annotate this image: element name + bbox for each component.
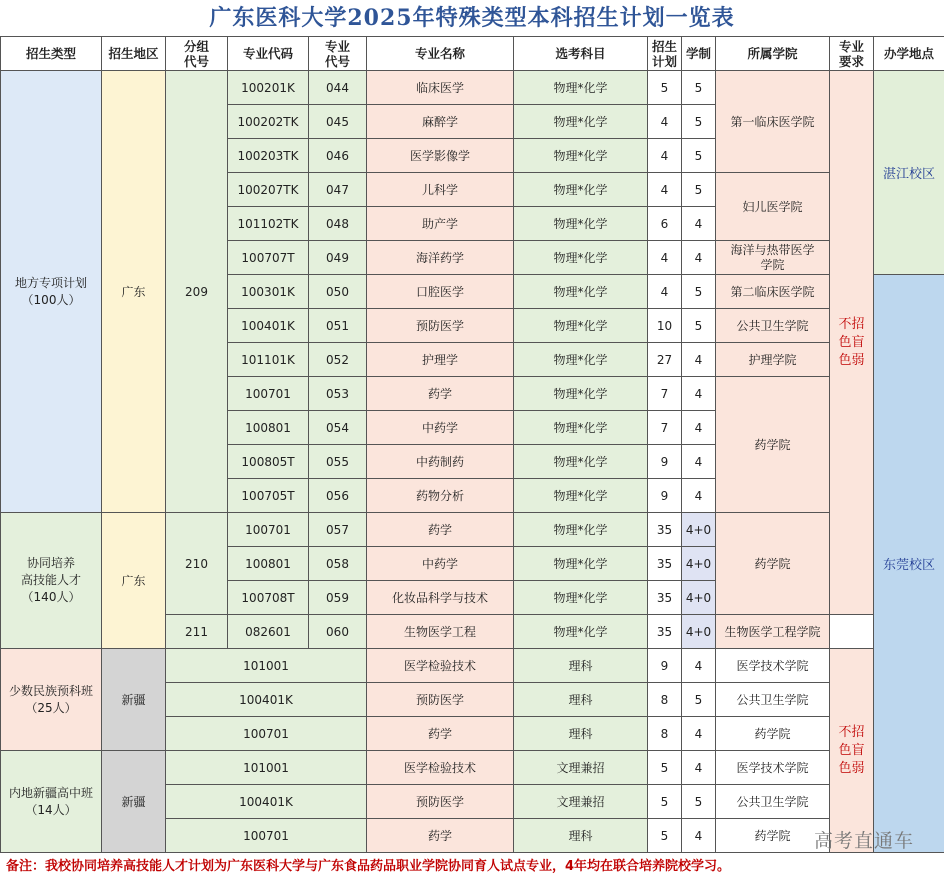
subjects: 物理*化学 (514, 377, 648, 411)
section-region: 广东 (102, 71, 166, 513)
years: 5 (682, 785, 716, 819)
plan: 9 (648, 649, 682, 683)
years: 5 (682, 105, 716, 139)
subjects: 物理*化学 (514, 309, 648, 343)
header-campus: 办学地点 (874, 37, 944, 71)
header-years: 学制 (682, 37, 716, 71)
major-code: 100705T (228, 479, 309, 513)
section-group: 209 (166, 71, 228, 513)
years: 5 (682, 309, 716, 343)
major-code: 100401K (166, 683, 367, 717)
major-code: 100805T (228, 445, 309, 479)
major-name: 预防医学 (367, 309, 514, 343)
major-code: 101101K (228, 343, 309, 377)
major-code: 100701 (166, 717, 367, 751)
prof-code: 049 (309, 241, 367, 275)
plan: 7 (648, 411, 682, 445)
years: 4+0 (682, 581, 716, 615)
major-name: 化妆品科学与技术 (367, 581, 514, 615)
watermark: 高考直通车 (813, 830, 914, 852)
major-code: 082601 (228, 615, 309, 649)
header-subjects: 选考科目 (514, 37, 648, 71)
plan: 5 (648, 819, 682, 853)
section-type-xinjiang: 内地新疆高中班 （14人） (1, 751, 102, 853)
college: 公共卫生学院 (716, 785, 830, 819)
campus-dongguan: 东莞校区 (874, 275, 944, 853)
header-region: 招生地区 (102, 37, 166, 71)
major-name: 临床医学 (367, 71, 514, 105)
years: 4 (682, 343, 716, 377)
plan: 5 (648, 71, 682, 105)
college: 药学院 (716, 377, 830, 513)
major-name: 助产学 (367, 207, 514, 241)
plan: 7 (648, 377, 682, 411)
subjects: 物理*化学 (514, 241, 648, 275)
major-code: 100708T (228, 581, 309, 615)
header-group: 分组 代号 (166, 37, 228, 71)
major-code: 100203TK (228, 139, 309, 173)
subjects: 物理*化学 (514, 615, 648, 649)
major-name: 麻醉学 (367, 105, 514, 139)
prof-code: 059 (309, 581, 367, 615)
plan: 35 (648, 615, 682, 649)
major-name: 药学 (367, 513, 514, 547)
subjects: 物理*化学 (514, 343, 648, 377)
subjects: 理科 (514, 683, 648, 717)
college: 公共卫生学院 (716, 309, 830, 343)
section-group-2: 211 (166, 615, 228, 649)
years: 4 (682, 717, 716, 751)
plan: 8 (648, 717, 682, 751)
subjects: 物理*化学 (514, 411, 648, 445)
years: 5 (682, 71, 716, 105)
prof-code: 048 (309, 207, 367, 241)
table-row (1, 513, 944, 547)
prof-code: 055 (309, 445, 367, 479)
major-name: 预防医学 (367, 683, 514, 717)
years: 4 (682, 445, 716, 479)
major-code: 100401K (228, 309, 309, 343)
years: 4 (682, 819, 716, 853)
subjects: 物理*化学 (514, 139, 648, 173)
section-group: 210 (166, 513, 228, 615)
prof-code: 045 (309, 105, 367, 139)
years: 5 (682, 275, 716, 309)
major-name: 医学检验技术 (367, 649, 514, 683)
years: 5 (682, 139, 716, 173)
subjects: 物理*化学 (514, 71, 648, 105)
prof-code: 057 (309, 513, 367, 547)
major-code: 100701 (228, 513, 309, 547)
years: 4 (682, 479, 716, 513)
plan: 4 (648, 241, 682, 275)
years: 4 (682, 751, 716, 785)
major-name: 医学影像学 (367, 139, 514, 173)
major-code: 100202TK (228, 105, 309, 139)
subjects: 物理*化学 (514, 547, 648, 581)
header-row (1, 37, 944, 71)
major-name: 药学 (367, 717, 514, 751)
header-req: 专业 要求 (830, 37, 874, 71)
prof-code: 044 (309, 71, 367, 105)
major-code: 100401K (166, 785, 367, 819)
plan: 8 (648, 683, 682, 717)
campus-zhanjiang: 湛江校区 (874, 71, 944, 275)
plan: 5 (648, 785, 682, 819)
major-code: 101102TK (228, 207, 309, 241)
plan: 35 (648, 513, 682, 547)
years: 4+0 (682, 547, 716, 581)
section-type-local: 地方专项计划 （100人） (1, 71, 102, 513)
years: 4+0 (682, 513, 716, 547)
college: 第一临床医学院 (716, 71, 830, 173)
section-region: 新疆 (102, 649, 166, 751)
college: 医学技术学院 (716, 649, 830, 683)
years: 4 (682, 241, 716, 275)
header-prof-code: 专业 代号 (309, 37, 367, 71)
subjects: 物理*化学 (514, 581, 648, 615)
subjects: 理科 (514, 717, 648, 751)
prof-code: 052 (309, 343, 367, 377)
plan: 4 (648, 173, 682, 207)
subjects: 物理*化学 (514, 479, 648, 513)
plan: 35 (648, 581, 682, 615)
years: 4 (682, 411, 716, 445)
major-name: 中药学 (367, 547, 514, 581)
subjects: 物理*化学 (514, 275, 648, 309)
footnote: 备注：我校协同培养高技能人才计划为广东医科大学与广东食品药品职业学院协同育人试点专业，4年均在联合培养院校学习。 (6, 859, 731, 874)
prof-code: 053 (309, 377, 367, 411)
college: 医学技术学院 (716, 751, 830, 785)
plan: 6 (648, 207, 682, 241)
header-college: 所属学院 (716, 37, 830, 71)
prof-code: 054 (309, 411, 367, 445)
subjects: 物理*化学 (514, 445, 648, 479)
major-code: 100207TK (228, 173, 309, 207)
subjects: 物理*化学 (514, 513, 648, 547)
college: 药学院 (716, 513, 830, 615)
major-code: 100801 (228, 411, 309, 445)
major-name: 药物分析 (367, 479, 514, 513)
header-type: 招生类型 (1, 37, 102, 71)
prof-code: 050 (309, 275, 367, 309)
section-region: 广东 (102, 513, 166, 649)
college: 第二临床医学院 (716, 275, 830, 309)
section-type-prep: 少数民族预科班 （25人） (1, 649, 102, 751)
prof-code: 058 (309, 547, 367, 581)
header-name: 专业名称 (367, 37, 514, 71)
plan: 9 (648, 445, 682, 479)
subjects: 文理兼招 (514, 751, 648, 785)
major-code: 100301K (228, 275, 309, 309)
prof-code: 046 (309, 139, 367, 173)
college: 妇儿医学院 (716, 173, 830, 241)
college: 药学院 (716, 819, 830, 853)
prof-code: 047 (309, 173, 367, 207)
prof-code: 060 (309, 615, 367, 649)
table-row (1, 71, 944, 105)
major-name: 护理学 (367, 343, 514, 377)
major-name: 医学检验技术 (367, 751, 514, 785)
subjects: 理科 (514, 649, 648, 683)
subjects: 物理*化学 (514, 207, 648, 241)
years: 4+0 (682, 615, 716, 649)
college: 药学院 (716, 717, 830, 751)
major-code: 101001 (166, 649, 367, 683)
enrollment-table (0, 36, 944, 853)
major-name: 药学 (367, 377, 514, 411)
page-title: 广东医科大学2025年特殊类型本科招生计划一览表 (209, 5, 735, 31)
major-name: 儿科学 (367, 173, 514, 207)
college: 生物医学工程学院 (716, 615, 830, 649)
plan: 4 (648, 275, 682, 309)
major-name: 中药学 (367, 411, 514, 445)
header-plan: 招生 计划 (648, 37, 682, 71)
requirement: 不招 色盲 色弱 (830, 649, 874, 853)
subjects: 物理*化学 (514, 105, 648, 139)
college: 海洋与热带医学 学院 (716, 241, 830, 275)
section-type-coop: 协同培养 高技能人才 （140人） (1, 513, 102, 649)
table-row (1, 649, 944, 683)
prof-code: 051 (309, 309, 367, 343)
major-code: 100707T (228, 241, 309, 275)
requirement: 不招 色盲 色弱 (830, 71, 874, 615)
college: 护理学院 (716, 343, 830, 377)
plan: 9 (648, 479, 682, 513)
major-name: 口腔医学 (367, 275, 514, 309)
section-region: 新疆 (102, 751, 166, 853)
major-code: 100801 (228, 547, 309, 581)
years: 4 (682, 649, 716, 683)
major-name: 预防医学 (367, 785, 514, 819)
years: 4 (682, 377, 716, 411)
plan: 10 (648, 309, 682, 343)
major-code: 101001 (166, 751, 367, 785)
plan: 27 (648, 343, 682, 377)
years: 4 (682, 207, 716, 241)
major-code: 100201K (228, 71, 309, 105)
subjects: 文理兼招 (514, 785, 648, 819)
subjects: 理科 (514, 819, 648, 853)
major-code: 100701 (166, 819, 367, 853)
major-code: 100701 (228, 377, 309, 411)
years: 5 (682, 683, 716, 717)
header-major-code: 专业代码 (228, 37, 309, 71)
subjects: 物理*化学 (514, 173, 648, 207)
table-row (1, 751, 944, 785)
major-name: 中药制药 (367, 445, 514, 479)
plan: 4 (648, 139, 682, 173)
major-name: 生物医学工程 (367, 615, 514, 649)
college: 公共卫生学院 (716, 683, 830, 717)
prof-code: 056 (309, 479, 367, 513)
major-name: 海洋药学 (367, 241, 514, 275)
plan: 4 (648, 105, 682, 139)
plan: 5 (648, 751, 682, 785)
major-name: 药学 (367, 819, 514, 853)
plan: 35 (648, 547, 682, 581)
years: 5 (682, 173, 716, 207)
